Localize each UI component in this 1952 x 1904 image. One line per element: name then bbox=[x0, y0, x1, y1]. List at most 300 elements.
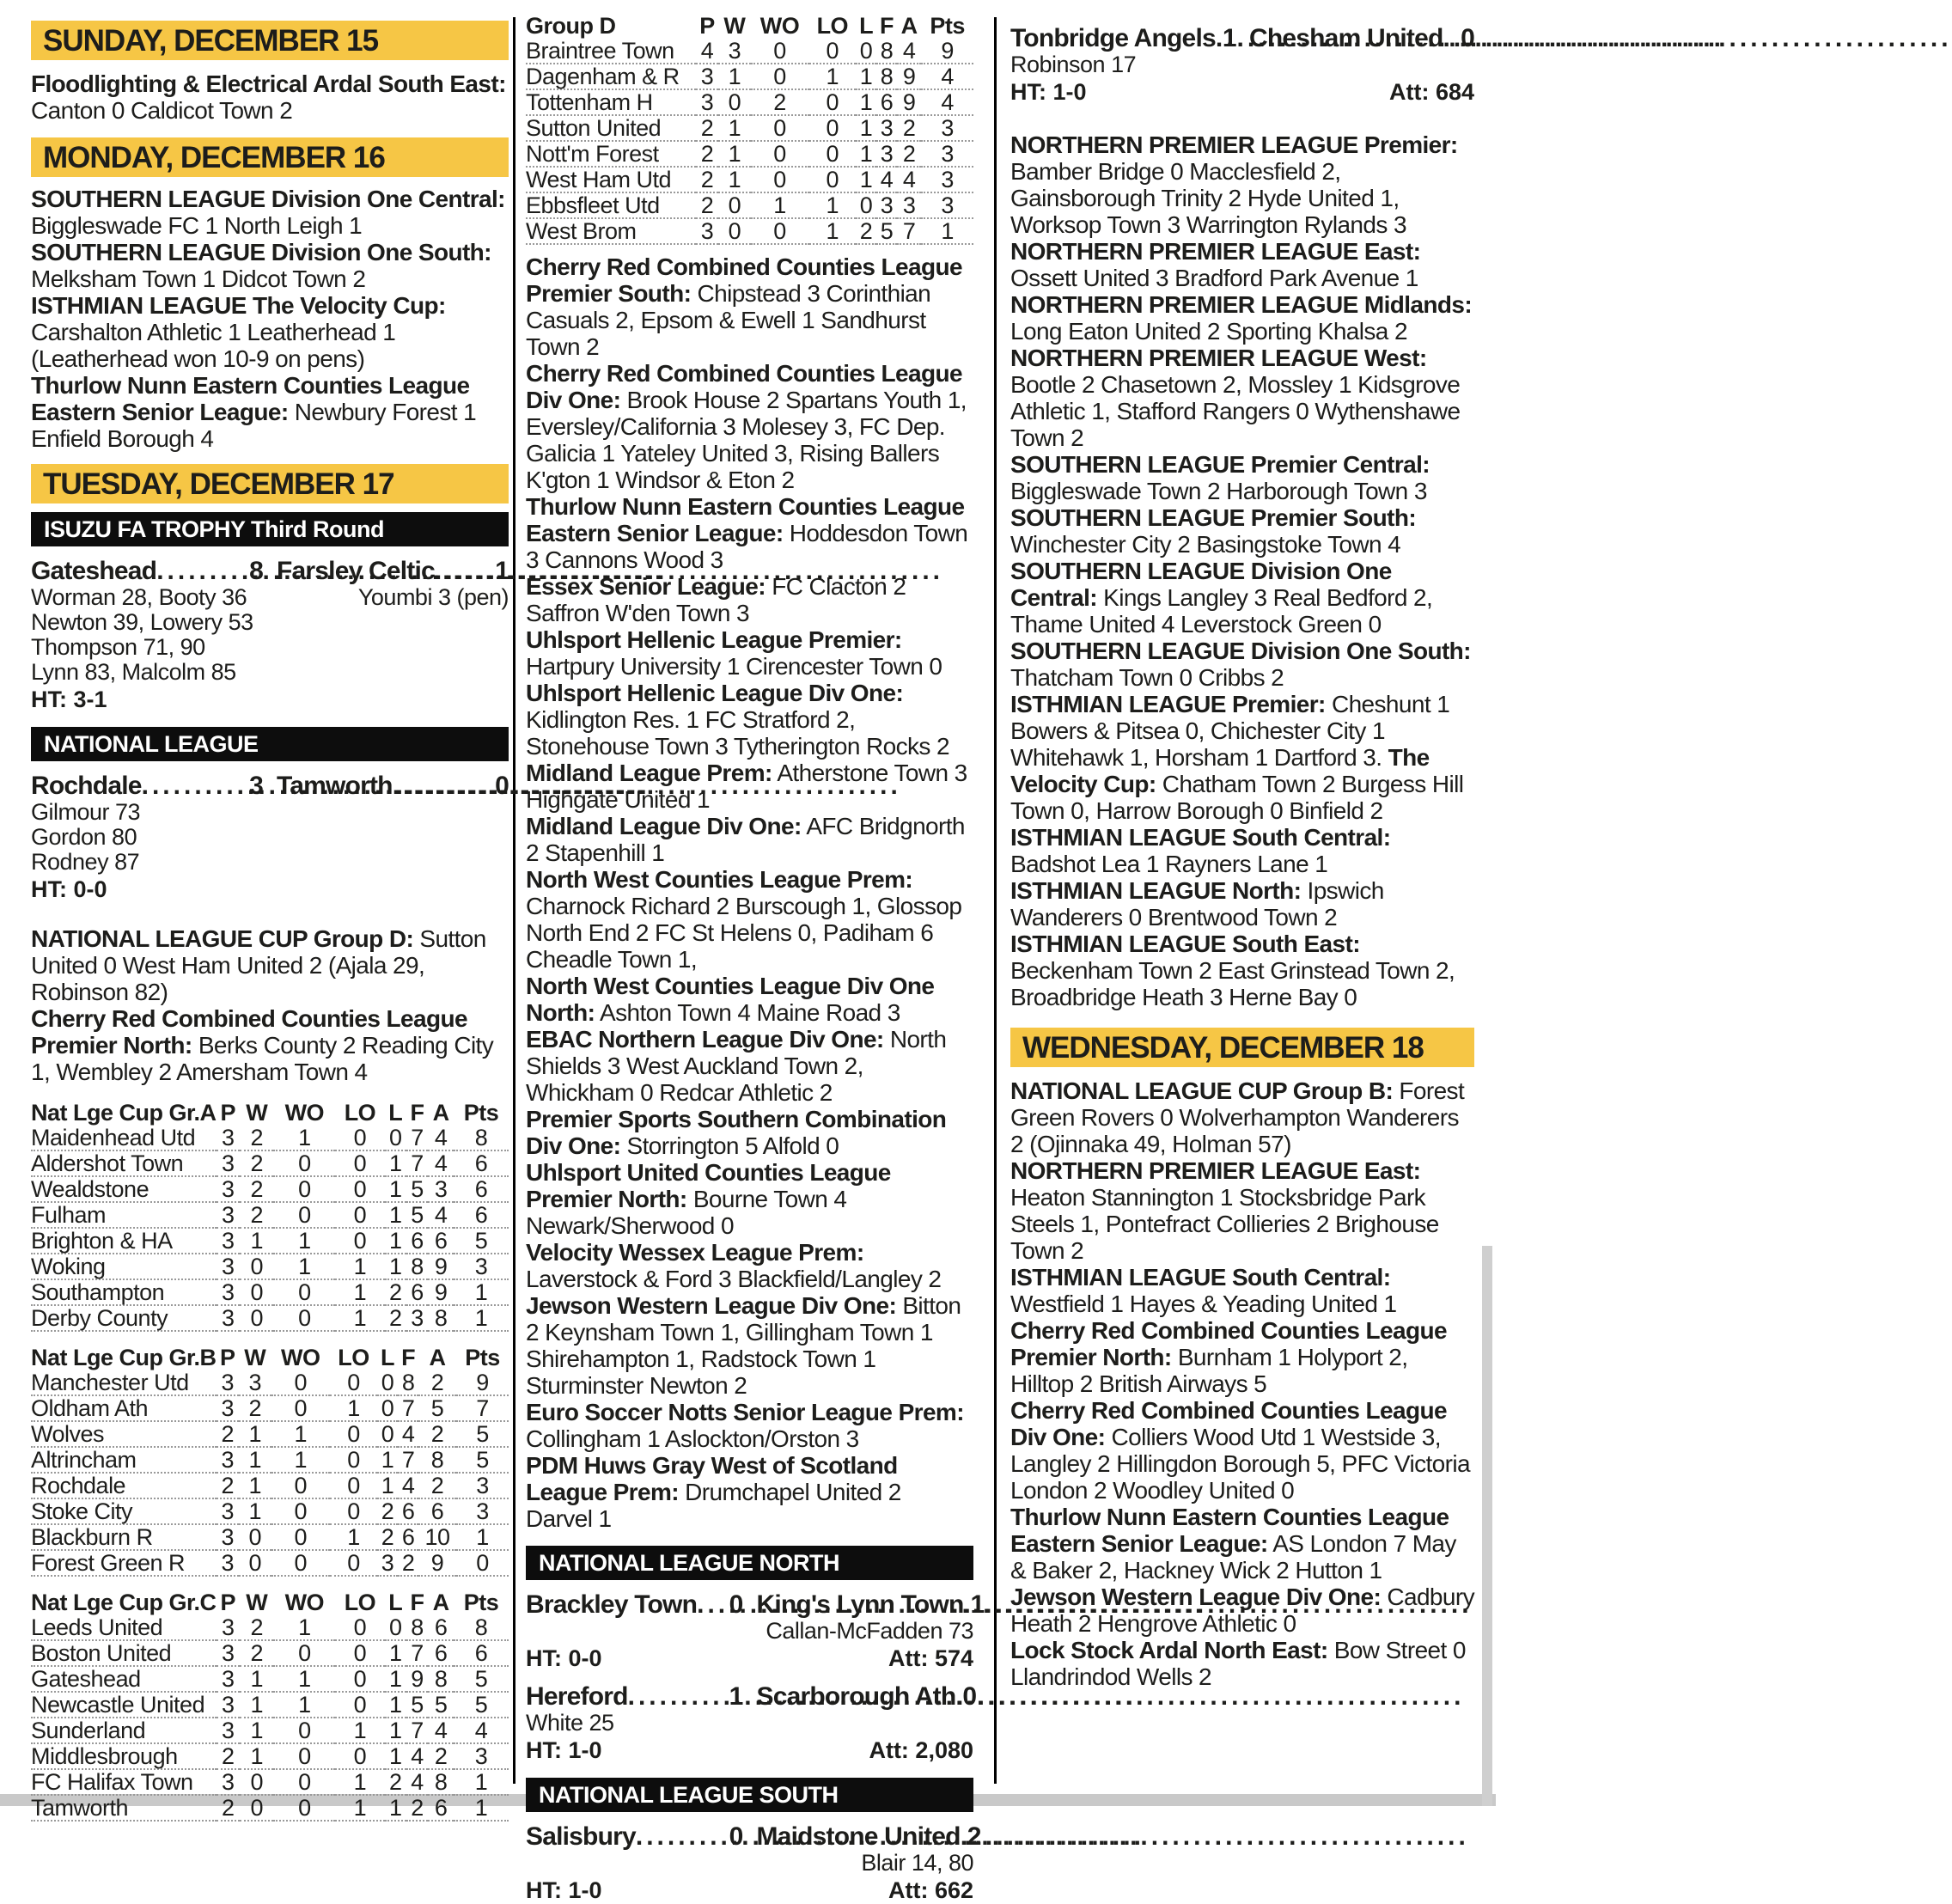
team-name: Middlesbrough bbox=[31, 1743, 217, 1769]
away-team-name: King's Lynn Town bbox=[756, 1590, 964, 1619]
stat-value: 3 bbox=[456, 1498, 509, 1524]
halftime-score: HT: 3-1 bbox=[31, 687, 107, 712]
column-header: F bbox=[879, 13, 894, 39]
column-header: F bbox=[401, 1345, 416, 1370]
stat-value: 0 bbox=[809, 141, 857, 167]
stat-value: 10 bbox=[418, 1524, 456, 1550]
stat-value: 0 bbox=[377, 1421, 398, 1447]
result-paragraph: SOUTHERN LEAGUE Division One South: Thatcham Town 0 Cribbs 2 bbox=[1010, 638, 1471, 691]
team-name: Sutton United bbox=[526, 115, 696, 141]
stat-value: 1 bbox=[856, 115, 876, 141]
away-team-score bbox=[277, 557, 509, 585]
team-name: Aldershot Town bbox=[31, 1150, 217, 1176]
wednesday-results bbox=[1010, 1077, 1474, 1690]
stat-value: 1 bbox=[385, 1640, 406, 1666]
result-paragraph: Floodlighting & Electrical Ardal South East: Canton 0 Caldicot Town 2 bbox=[31, 70, 506, 124]
stat-value: 0 bbox=[271, 1524, 331, 1550]
scorer-line: Worman 28, Booty 36 bbox=[31, 584, 247, 610]
stat-value: 2 bbox=[217, 1473, 239, 1498]
stat-value: 8 bbox=[428, 1769, 454, 1795]
table-row bbox=[31, 1176, 509, 1202]
column-header: W bbox=[723, 13, 746, 39]
column-header: P bbox=[699, 13, 715, 39]
stat-value: 4 bbox=[428, 1150, 454, 1176]
stat-value: 3 bbox=[456, 1473, 509, 1498]
stat-value: 8 bbox=[876, 64, 897, 89]
stat-value: 0 bbox=[335, 1126, 385, 1150]
tuesday-results-right bbox=[1010, 131, 1474, 1010]
table-row bbox=[526, 141, 973, 167]
stat-value: 1 bbox=[385, 1202, 406, 1228]
stat-value: 9 bbox=[406, 1666, 428, 1692]
stat-value: 1 bbox=[385, 1795, 406, 1821]
result-paragraph: EBAC Northern League Div One: North Shields 3 West Auckland Town 2, Whickham 0 Redcar Athletic 2 bbox=[526, 1026, 947, 1106]
home-score: 0 bbox=[729, 1822, 743, 1851]
stat-value: 2 bbox=[240, 1202, 273, 1228]
league-name: Uhlsport United Counties League Premier North: bbox=[526, 1159, 891, 1212]
result-paragraph: Midland League Div One: AFC Bridgnorth 2 Stapenhill 1 bbox=[526, 813, 965, 866]
table-row bbox=[31, 1640, 509, 1666]
league-table-group-b bbox=[31, 1346, 509, 1577]
stat-value: 7 bbox=[406, 1718, 428, 1743]
stat-value: 8 bbox=[876, 39, 897, 64]
match-scoreline bbox=[526, 1822, 981, 1851]
scorer-line: Thompson 71, 90 bbox=[31, 634, 205, 660]
column-header: P bbox=[219, 1345, 235, 1370]
result-paragraph: NATIONAL LEAGUE CUP Group B: Forest Green Rovers 0 Wolverhampton Wanderers 2 (Ojinnaka 49, Holman 57) bbox=[1010, 1077, 1465, 1157]
scorers bbox=[31, 800, 509, 875]
table-row bbox=[31, 1666, 509, 1692]
column-divider-left bbox=[513, 17, 515, 1784]
halftime-attendance bbox=[31, 876, 509, 903]
result-paragraph: Velocity Wessex League Prem: Laverstock & Ford 3 Blackfield/Langley 2 bbox=[526, 1239, 942, 1292]
team-name: Dagenham & R bbox=[526, 64, 696, 89]
stat-value: 3 bbox=[217, 1692, 241, 1718]
stat-value: 9 bbox=[897, 64, 921, 89]
stat-value: 2 bbox=[696, 167, 718, 192]
stat-value: 0 bbox=[718, 192, 750, 218]
stat-value: 0 bbox=[239, 1524, 271, 1550]
stat-value: 5 bbox=[876, 218, 897, 244]
stat-value: 3 bbox=[876, 141, 897, 167]
team-name: Leeds United bbox=[31, 1615, 217, 1640]
team-name: Forest Green R bbox=[31, 1550, 217, 1576]
stat-value: 3 bbox=[454, 1743, 509, 1769]
dot-leader bbox=[1216, 24, 1221, 52]
match-result-tonbridge bbox=[1010, 24, 1474, 106]
result-paragraph: ISTHMIAN LEAGUE South Central: Westfield 1 Hayes & Yeading United 1 bbox=[1010, 1264, 1397, 1317]
middle-column bbox=[526, 13, 985, 1904]
team-name: Derby County bbox=[31, 1305, 217, 1331]
team-name: Manchester Utd bbox=[31, 1370, 217, 1395]
stat-value: 0 bbox=[718, 89, 750, 115]
table-row bbox=[31, 1279, 509, 1305]
team-name: Tamworth bbox=[31, 1795, 217, 1821]
result-paragraph: Premier Sports Southern Combination Div One: Storrington 5 Alfold 0 bbox=[526, 1106, 947, 1159]
result-paragraph: ISTHMIAN LEAGUE Premier: Cheshunt 1 Bowers & Pitsea 0, Chichester City 1 Whitehawk 1, Horsham 1 Dartford 3. The Velocity Cup: Chatham Town 2 Burgess Hill Town 0, Harrow Borough 0 Binfield 2 bbox=[1010, 691, 1464, 824]
dot-leader bbox=[963, 1590, 968, 1619]
stat-value: 3 bbox=[217, 1550, 239, 1576]
away-scorers bbox=[1242, 52, 1474, 77]
stat-value: 4 bbox=[406, 1743, 428, 1769]
stat-value: 1 bbox=[718, 167, 750, 192]
away-team-score bbox=[756, 1682, 977, 1711]
stat-value: 8 bbox=[454, 1615, 509, 1640]
team-name: Fulham bbox=[31, 1202, 217, 1228]
table-row bbox=[31, 1473, 509, 1498]
away-scorers bbox=[750, 1851, 974, 1876]
column-header: L bbox=[381, 1345, 395, 1370]
table-row bbox=[31, 1498, 509, 1524]
column-header: LO bbox=[338, 1345, 369, 1370]
league-name: Thurlow Nunn Eastern Counties League Eastern Senior League: bbox=[31, 372, 470, 425]
stat-value: 1 bbox=[385, 1150, 406, 1176]
column-header: Pts bbox=[463, 1590, 499, 1615]
home-scorers bbox=[31, 585, 270, 685]
home-scorers bbox=[1010, 52, 1242, 77]
stat-value: 0 bbox=[330, 1370, 377, 1395]
stat-value: 0 bbox=[377, 1370, 398, 1395]
stat-value: 1 bbox=[271, 1447, 331, 1473]
day-header-tuesday: TUESDAY, DECEMBER 17 bbox=[31, 464, 509, 503]
home-team-score bbox=[526, 1682, 743, 1711]
away-team-name: Scarborough Ath bbox=[756, 1682, 956, 1711]
halftime-attendance bbox=[31, 687, 509, 713]
stat-value: 3 bbox=[217, 1202, 241, 1228]
stat-value: 2 bbox=[240, 1176, 273, 1202]
stat-value: 0 bbox=[335, 1176, 385, 1202]
stat-value: 0 bbox=[240, 1305, 273, 1331]
table-row bbox=[31, 1254, 509, 1279]
stat-value: 3 bbox=[217, 1498, 239, 1524]
away-team-name: Chesham United bbox=[1249, 24, 1443, 52]
stat-value: 5 bbox=[454, 1666, 509, 1692]
stat-value: 4 bbox=[897, 167, 921, 192]
league-name: ISTHMIAN LEAGUE South East: bbox=[1010, 931, 1360, 957]
stat-value: 7 bbox=[398, 1395, 418, 1421]
stat-value: 1 bbox=[856, 167, 876, 192]
column-header: A bbox=[900, 13, 918, 39]
dot-leader bbox=[142, 772, 247, 800]
stat-value: 1 bbox=[385, 1666, 406, 1692]
stat-value: 0 bbox=[273, 1279, 335, 1305]
stat-value: 3 bbox=[217, 1370, 239, 1395]
scorers bbox=[526, 1711, 973, 1736]
halftime-score: HT: 1-0 bbox=[1010, 79, 1087, 105]
stat-value: 2 bbox=[696, 115, 718, 141]
column-header: Pts bbox=[463, 1100, 499, 1126]
stat-value: 7 bbox=[897, 218, 921, 244]
stat-value: 3 bbox=[217, 1395, 239, 1421]
team-name: Sunderland bbox=[31, 1718, 217, 1743]
stat-value: 3 bbox=[428, 1176, 454, 1202]
home-score: 1 bbox=[729, 1682, 743, 1711]
league-name: Jewson Western League Div One: bbox=[1010, 1584, 1382, 1610]
result-paragraph: ISTHMIAN LEAGUE The Velocity Cup: Carshalton Athletic 1 Leatherhead 1 (Leatherhead won 10-9 on pens) bbox=[31, 292, 446, 372]
table-row bbox=[526, 39, 973, 64]
team-name: Ebbsfleet Utd bbox=[526, 192, 696, 218]
monday-results bbox=[31, 186, 509, 452]
match-result-brackley bbox=[526, 1590, 985, 1672]
away-score: 1 bbox=[495, 557, 509, 585]
stat-value: 3 bbox=[876, 192, 897, 218]
league-name: NATIONAL LEAGUE CUP Group B: bbox=[1010, 1077, 1394, 1104]
stat-value: 0 bbox=[273, 1769, 335, 1795]
stat-value: 8 bbox=[428, 1666, 454, 1692]
league-name: SOUTHERN LEAGUE Division One South: bbox=[31, 239, 491, 265]
column-divider-right bbox=[994, 17, 997, 1784]
column-header: LO bbox=[344, 1100, 376, 1126]
stat-value: 1 bbox=[273, 1615, 335, 1640]
stat-value: 3 bbox=[921, 192, 973, 218]
away-team-name: Maidstone United bbox=[756, 1822, 961, 1851]
stat-value: 2 bbox=[897, 141, 921, 167]
league-name: ISTHMIAN LEAGUE North: bbox=[1010, 877, 1302, 904]
column-header: LO bbox=[344, 1590, 376, 1615]
table-row bbox=[31, 1550, 509, 1576]
team-name: FC Halifax Town bbox=[31, 1769, 217, 1795]
league-name: Thurlow Nunn Eastern Counties League Eastern Senior League: bbox=[1010, 1504, 1449, 1557]
page-right-edge bbox=[1482, 1246, 1492, 1806]
stat-value: 3 bbox=[876, 115, 897, 141]
scorers bbox=[526, 1619, 973, 1644]
section-bar-national-league: NATIONAL LEAGUE bbox=[31, 727, 509, 761]
team-name: Oldham Ath bbox=[31, 1395, 217, 1421]
stat-value: 1 bbox=[273, 1666, 335, 1692]
stat-value: 0 bbox=[273, 1743, 335, 1769]
league-table-group-d bbox=[526, 14, 973, 245]
league-name: EBAC Northern League Div One: bbox=[526, 1026, 884, 1053]
stat-value: 8 bbox=[418, 1447, 456, 1473]
team-name: Braintree Town bbox=[526, 39, 696, 64]
league-name: Midland League Prem: bbox=[526, 760, 772, 786]
match-result-rochdale bbox=[31, 772, 509, 903]
stat-value: 0 bbox=[335, 1202, 385, 1228]
scorer-line: Blair 14, 80 bbox=[861, 1850, 973, 1876]
stat-value: 4 bbox=[876, 167, 897, 192]
league-name: Uhlsport Hellenic League Premier: bbox=[526, 626, 902, 653]
halftime-score: HT: 0-0 bbox=[31, 876, 107, 902]
home-score: 1 bbox=[1222, 24, 1236, 52]
result-paragraph: SOUTHERN LEAGUE Division One Central: Kings Langley 3 Real Bedford 2, Thame United 4 Leverstock Green 0 bbox=[1010, 558, 1433, 638]
stat-value: 3 bbox=[921, 115, 973, 141]
stat-value: 6 bbox=[454, 1202, 509, 1228]
stat-value: 1 bbox=[751, 192, 809, 218]
table-row bbox=[526, 89, 973, 115]
stat-value: 7 bbox=[398, 1447, 418, 1473]
stat-value: 2 bbox=[217, 1795, 241, 1821]
league-name: PDM Huws Gray West of Scotland League Prem: bbox=[526, 1452, 898, 1505]
stat-value: 3 bbox=[377, 1550, 398, 1576]
away-score: 0 bbox=[1461, 24, 1474, 52]
stat-value: 2 bbox=[239, 1395, 271, 1421]
dot-leader bbox=[156, 557, 247, 585]
league-name: Cherry Red Combined Counties League Premier North: bbox=[1010, 1317, 1447, 1370]
stat-value: 6 bbox=[418, 1498, 456, 1524]
result-paragraph: Thurlow Nunn Eastern Counties League Eastern Senior League: AS London 7 May & Baker 2, Hackney Wick 2 Hutton 1 bbox=[1010, 1504, 1456, 1584]
league-name: Velocity Wessex League Prem: bbox=[526, 1239, 864, 1266]
stat-value: 1 bbox=[273, 1126, 335, 1150]
stat-value: 0 bbox=[273, 1305, 335, 1331]
stat-value: 0 bbox=[751, 39, 809, 64]
league-name: SOUTHERN LEAGUE Division One South: bbox=[1010, 638, 1471, 664]
table-row bbox=[526, 115, 973, 141]
stat-value: 1 bbox=[330, 1395, 377, 1421]
result-paragraph: SOUTHERN LEAGUE Division One Central: Biggleswade FC 1 North Leigh 1 bbox=[31, 186, 505, 239]
stat-value: 5 bbox=[456, 1447, 509, 1473]
team-name: Brighton & HA bbox=[31, 1228, 217, 1254]
table-row bbox=[31, 1447, 509, 1473]
column-header: P bbox=[220, 1100, 236, 1126]
stat-value: 2 bbox=[217, 1421, 239, 1447]
sunday-results bbox=[31, 70, 509, 124]
stat-value: 1 bbox=[718, 115, 750, 141]
stat-value: 2 bbox=[240, 1615, 273, 1640]
stat-value: 5 bbox=[454, 1692, 509, 1718]
match-scoreline bbox=[526, 1682, 977, 1711]
stat-value: 0 bbox=[751, 167, 809, 192]
league-name: ISTHMIAN LEAGUE Premier: bbox=[1010, 691, 1326, 717]
section-bar-national-league-north: NATIONAL LEAGUE NORTH bbox=[526, 1546, 973, 1580]
league-name: Thurlow Nunn Eastern Counties League Eastern Senior League: bbox=[526, 493, 965, 546]
stat-value: 4 bbox=[428, 1202, 454, 1228]
team-name: Rochdale bbox=[31, 1473, 217, 1498]
stat-value: 2 bbox=[696, 141, 718, 167]
stat-value: 2 bbox=[856, 218, 876, 244]
stat-value: 1 bbox=[335, 1305, 385, 1331]
result-paragraph: Cherry Red Combined Counties League Premier North: Berks County 2 Reading City 1, Wembley 2 Amersham Town 4 bbox=[31, 1005, 494, 1085]
stat-value: 0 bbox=[385, 1615, 406, 1640]
league-name: ISTHMIAN LEAGUE South Central: bbox=[1010, 824, 1391, 851]
stat-value: 6 bbox=[454, 1640, 509, 1666]
stat-value: 6 bbox=[406, 1279, 428, 1305]
stat-value: 1 bbox=[335, 1769, 385, 1795]
section-bar-fa-trophy: ISUZU FA TROPHY Third Round bbox=[31, 512, 509, 546]
stat-value: 3 bbox=[217, 1279, 241, 1305]
stat-value: 7 bbox=[456, 1395, 509, 1421]
stat-value: 0 bbox=[240, 1769, 273, 1795]
stat-value: 3 bbox=[217, 1718, 241, 1743]
league-name: SOUTHERN LEAGUE Division One Central: bbox=[31, 186, 505, 212]
column-header: L bbox=[859, 13, 874, 39]
scorer-line: Lynn 83, Malcolm 85 bbox=[31, 659, 236, 685]
home-team-name: Hereford bbox=[526, 1682, 628, 1711]
table-row bbox=[31, 1370, 509, 1395]
day-header-monday: MONDAY, DECEMBER 16 bbox=[31, 137, 509, 177]
scorers bbox=[31, 585, 509, 685]
column-header: P bbox=[220, 1590, 236, 1615]
match-scoreline bbox=[1010, 24, 1474, 52]
halftime-score: HT: 0-0 bbox=[526, 1645, 602, 1671]
stat-value: 0 bbox=[273, 1718, 335, 1743]
home-score: 8 bbox=[249, 557, 263, 585]
stat-value: 0 bbox=[271, 1395, 331, 1421]
stat-value: 2 bbox=[385, 1279, 406, 1305]
stat-value: 2 bbox=[696, 192, 718, 218]
result-paragraph: Lock Stock Ardal North East: Bow Street 0 Llandrindod Wells 2 bbox=[1010, 1637, 1466, 1690]
team-name: Southampton bbox=[31, 1279, 217, 1305]
column-header: WO bbox=[281, 1345, 320, 1370]
stat-value: 5 bbox=[456, 1421, 509, 1447]
result-paragraph: NORTHERN PREMIER LEAGUE East: Ossett United 3 Bradford Park Avenue 1 bbox=[1010, 238, 1421, 291]
stat-value: 5 bbox=[454, 1228, 509, 1254]
league-table-group-a bbox=[31, 1101, 509, 1332]
stat-value: 8 bbox=[406, 1254, 428, 1279]
stat-value: 2 bbox=[377, 1498, 398, 1524]
league-name: SOUTHERN LEAGUE Division One Central: bbox=[1010, 558, 1392, 611]
away-scorers bbox=[270, 585, 509, 685]
stat-value: 0 bbox=[335, 1150, 385, 1176]
stat-value: 1 bbox=[240, 1692, 273, 1718]
stat-value: 3 bbox=[217, 1615, 241, 1640]
league-name: Cherry Red Combined Counties League Div One: bbox=[526, 360, 962, 413]
stat-value: 0 bbox=[330, 1421, 377, 1447]
stat-value: 0 bbox=[385, 1126, 406, 1150]
result-paragraph: Cherry Red Combined Counties League Div One: Colliers Wood Utd 1 Westside 3, Langley 2 Hillingdon Borough 5, PFC Victoria London 2 Woodley United 0 bbox=[1010, 1397, 1470, 1504]
stat-value: 6 bbox=[876, 89, 897, 115]
away-team-name: Farsley Celtic bbox=[277, 557, 435, 585]
result-paragraph: NATIONAL LEAGUE CUP Group D: Sutton United 0 West Ham United 2 (Ajala 29, Robinson 82) bbox=[31, 925, 486, 1005]
result-paragraph: Thurlow Nunn Eastern Counties League Eastern Senior League: Newbury Forest 1 Enfield Borough 4 bbox=[31, 372, 477, 452]
match-scoreline bbox=[526, 1590, 985, 1619]
home-team-score bbox=[31, 557, 263, 585]
stat-value: 1 bbox=[273, 1228, 335, 1254]
stat-value: 0 bbox=[273, 1176, 335, 1202]
column-header: F bbox=[410, 1100, 424, 1126]
home-team-score bbox=[1010, 24, 1235, 52]
table-title: Nat Lge Cup Gr.B bbox=[31, 1345, 217, 1370]
table-header-row bbox=[31, 1101, 509, 1126]
home-scorers bbox=[526, 1851, 750, 1876]
stat-value: 0 bbox=[271, 1370, 331, 1395]
scorers bbox=[1010, 52, 1474, 77]
table-row bbox=[31, 1150, 509, 1176]
away-team-score bbox=[756, 1590, 985, 1619]
stat-value: 4 bbox=[406, 1769, 428, 1795]
stat-value: 3 bbox=[217, 1666, 241, 1692]
left-column bbox=[31, 21, 509, 1822]
stat-value: 1 bbox=[240, 1228, 273, 1254]
result-paragraph: Euro Soccer Notts Senior League Prem: Collingham 1 Aslockton/Orston 3 bbox=[526, 1399, 964, 1452]
stat-value: 1 bbox=[385, 1718, 406, 1743]
stat-value: 3 bbox=[696, 89, 718, 115]
attendance: Att: 662 bbox=[888, 1877, 973, 1903]
stat-value: 0 bbox=[751, 64, 809, 89]
stat-value: 6 bbox=[428, 1228, 454, 1254]
stat-value: 6 bbox=[428, 1640, 454, 1666]
stat-value: 5 bbox=[418, 1395, 456, 1421]
stat-value: 0 bbox=[330, 1473, 377, 1498]
day-header-wednesday: WEDNESDAY, DECEMBER 18 bbox=[1010, 1028, 1474, 1067]
stat-value: 1 bbox=[273, 1254, 335, 1279]
home-scorers bbox=[31, 800, 270, 875]
stat-value: 3 bbox=[217, 1228, 241, 1254]
team-name: Gateshead bbox=[31, 1666, 217, 1692]
result-paragraph: ISTHMIAN LEAGUE South Central: Badshot Lea 1 Rayners Lane 1 bbox=[1010, 824, 1391, 877]
away-scorers bbox=[750, 1711, 974, 1736]
table-row bbox=[526, 192, 973, 218]
dot-leader bbox=[1443, 24, 1460, 52]
league-name: Cherry Red Combined Counties League Premier South: bbox=[526, 253, 962, 307]
stat-value: 0 bbox=[330, 1550, 377, 1576]
stat-value: 3 bbox=[921, 141, 973, 167]
stat-value: 0 bbox=[239, 1550, 271, 1576]
stat-value: 9 bbox=[428, 1254, 454, 1279]
stat-value: 3 bbox=[406, 1305, 428, 1331]
stat-value: 0 bbox=[456, 1550, 509, 1576]
stat-value: 1 bbox=[921, 218, 973, 244]
scorer-line: Newton 39, Lowery 53 bbox=[31, 609, 253, 635]
